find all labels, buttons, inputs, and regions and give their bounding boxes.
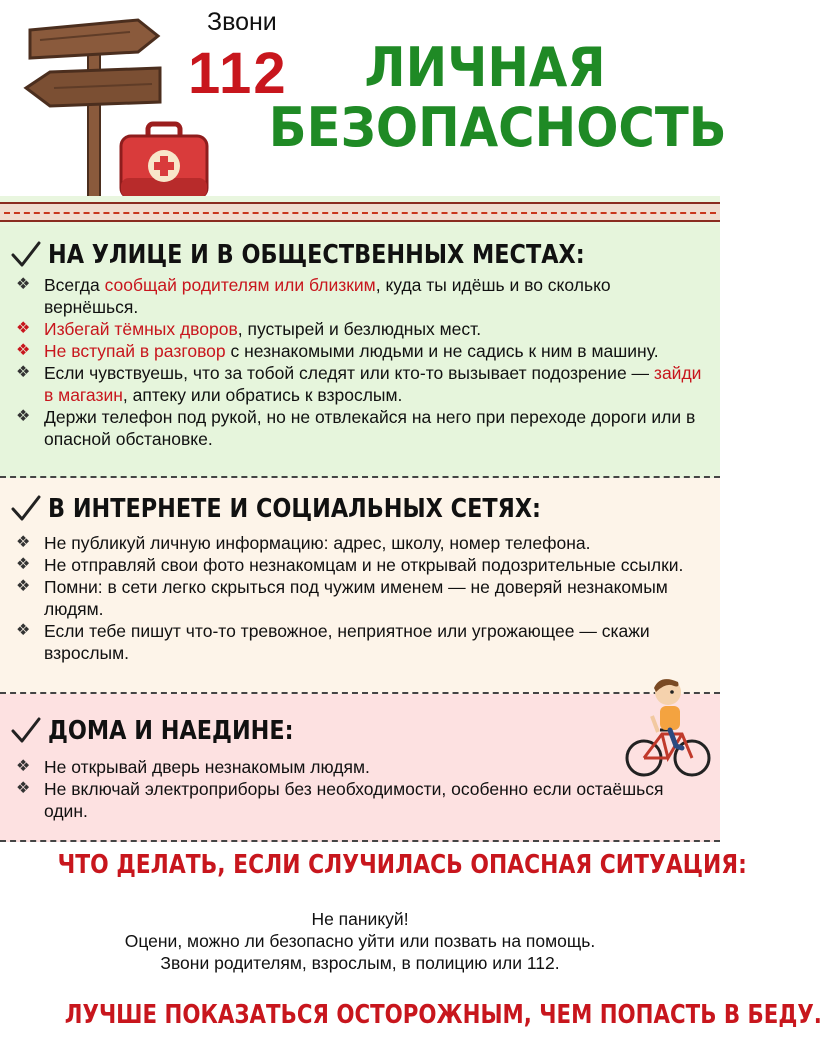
item-text: Не включай электроприборы без необходимости, особенно если остаёшься один.	[44, 779, 664, 821]
list-item	[14, 778, 709, 822]
diamond-bullet-icon: ❖	[16, 578, 31, 595]
step-3: Звони родителям, взрослым, в полицию или 112.	[160, 953, 560, 973]
item-text: , аптеку или обратись к взрослым.	[122, 385, 403, 405]
section-title: ДОМА И НАЕДИНЕ:	[48, 716, 294, 746]
item-text: с незнакомыми людьми и не садись к ним в машину.	[225, 341, 659, 361]
item-text: , пустырей и безлюдных мест.	[237, 319, 482, 339]
diamond-bullet-icon: ❖	[16, 276, 31, 293]
list-item	[14, 340, 709, 362]
item-text: Не отправляй свои фото незнакомцам и не открывай подозрительные ссылки.	[44, 555, 684, 575]
checkmark-icon	[10, 240, 42, 270]
section-header	[10, 716, 334, 746]
call-prefix: Звони	[207, 8, 277, 36]
item-text: Всегда	[44, 275, 105, 295]
list-item	[14, 274, 709, 318]
section-header	[10, 240, 672, 270]
diamond-bullet-icon: ❖	[16, 556, 31, 573]
road-marking	[4, 212, 716, 214]
item-text: Если тебе пишут что-то тревожное, неприятное или угрожающее — скажи взрослым.	[44, 621, 650, 663]
diamond-bullet-icon: ❖	[16, 342, 31, 359]
emergency-number: 112	[188, 41, 288, 106]
title-line-2: БЕЗОПАСНОСТЬ	[268, 96, 727, 159]
item-text: Если чувствуешь, что за тобой следят или кто-то вызывает подозрение —	[44, 363, 654, 383]
what-to-do-title: ЧТО ДЕЛАТЬ, ЕСЛИ СЛУЧИЛАСЬ ОПАСНАЯ СИТУАЦИЯ:	[57, 850, 747, 880]
highlighted-text: Избегай тёмных дворов	[44, 319, 238, 339]
item-list	[14, 274, 709, 450]
list-item	[14, 406, 709, 450]
item-text: , куда ты идёшь и во сколько вернёшься.	[44, 275, 611, 317]
list-item	[14, 532, 709, 554]
item-text: Не открывай дверь незнакомым людям.	[44, 757, 370, 777]
step-1: Не паникуй!	[311, 909, 409, 929]
section-street	[0, 226, 720, 478]
item-list	[14, 756, 709, 822]
first-aid-kit-icon	[118, 122, 210, 202]
what-to-do-steps	[0, 908, 720, 974]
list-item	[14, 756, 709, 778]
diamond-bullet-icon: ❖	[16, 758, 31, 775]
section-title: НА УЛИЦЕ И В ОБЩЕСТВЕННЫХ МЕСТАХ:	[48, 240, 585, 270]
child-on-bicycle-icon	[624, 672, 712, 780]
item-list	[14, 532, 709, 664]
list-item	[14, 620, 709, 664]
list-item	[14, 318, 709, 340]
highlighted-text: зайди в магазин	[44, 363, 702, 405]
footer-slogan: ЛУЧШЕ ПОКАЗАТЬСЯ ОСТОРОЖНЫМ, ЧЕМ ПОПАСТЬ В БЕДУ.	[64, 1000, 822, 1030]
diamond-bullet-icon: ❖	[16, 408, 31, 425]
item-text: Помни: в сети легко скрыться под чужим именем — не доверяй незнакомым людям.	[44, 577, 668, 619]
title-line-1: ЛИЧНАЯ	[364, 36, 606, 99]
page-title	[268, 36, 727, 159]
list-item	[14, 362, 709, 406]
diamond-bullet-icon: ❖	[16, 780, 31, 797]
item-text: Держи телефон под рукой, но не отвлекайся на него при переходе дороги или в опасной обстановке.	[44, 407, 696, 449]
road-divider	[0, 202, 720, 222]
diamond-bullet-icon: ❖	[16, 364, 31, 381]
list-item	[14, 576, 709, 620]
section-internet	[0, 478, 720, 694]
section-header	[10, 494, 621, 524]
highlighted-text: сообщай родителям или близким	[104, 275, 376, 295]
item-text: Не публикуй личную информацию: адрес, школу, номер телефона.	[44, 533, 591, 553]
diamond-bullet-icon: ❖	[16, 320, 31, 337]
highlighted-text: Не вступай в разговор	[44, 341, 226, 361]
diamond-bullet-icon: ❖	[16, 534, 31, 551]
checkmark-icon	[10, 716, 42, 746]
section-home	[0, 694, 720, 842]
step-2: Оцени, можно ли безопасно уйти или позвать на помощь.	[124, 931, 596, 951]
checkmark-icon	[10, 494, 42, 524]
section-title: В ИНТЕРНЕТЕ И СОЦИАЛЬНЫХ СЕТЯХ:	[48, 494, 542, 524]
diamond-bullet-icon: ❖	[16, 622, 31, 639]
list-item	[14, 554, 709, 576]
